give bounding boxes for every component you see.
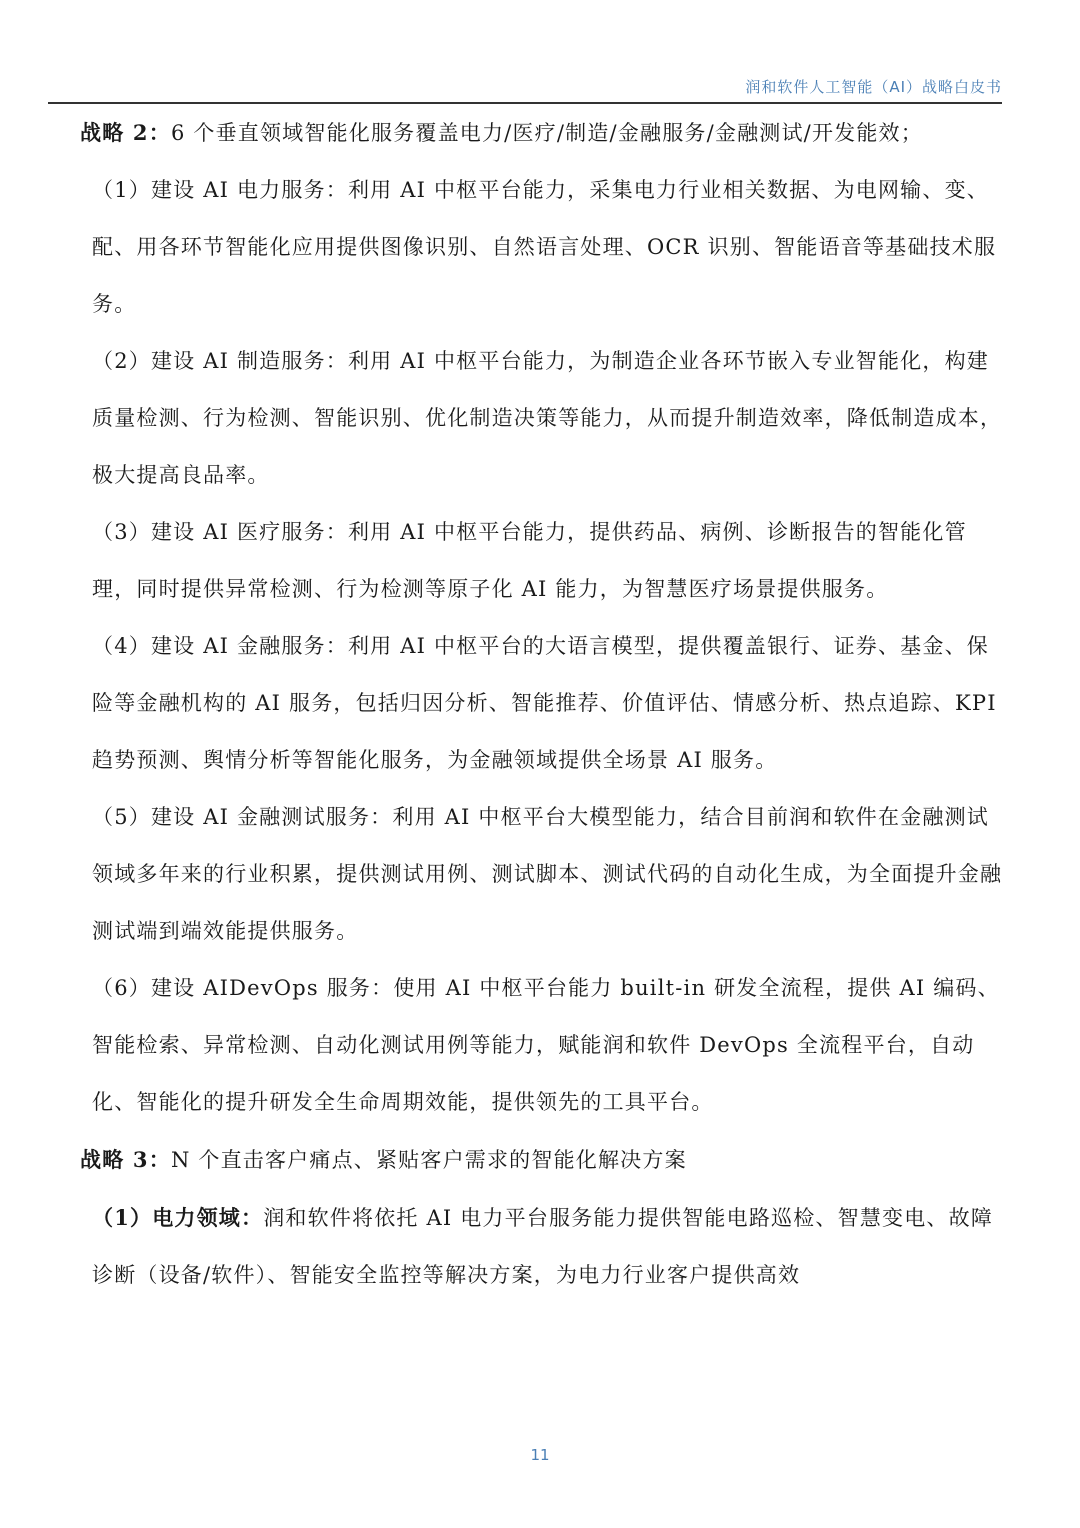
header-title: 润和软件人工智能（AI）战略白皮书 (745, 78, 1002, 96)
item-finance-service (92, 618, 1004, 789)
strategy-3-text: N 个直击客户痛点、紧贴客户需求的智能化解决方案 (170, 1148, 687, 1172)
item-power-service-text: （1）建设 AI 电力服务：利用 AI 中枢平台能力，采集电力行业相关数据、为电网输、变、配、用各环节智能化应用提供图像识别、自然语言处理、OCR 识别、智能语音等基础技术服务。 (92, 178, 997, 316)
strategy-2-paragraph (54, 104, 1004, 162)
item-power-domain-text: 润和软件将依托 AI 电力平台服务能力提供智能电路巡检、智慧变电、故障诊断（设备/软件）、智能安全监控等解决方案，为电力行业客户提供高效 (92, 1206, 994, 1287)
page-header (48, 74, 1002, 104)
strategy-3-label: 战略 3： (80, 1147, 171, 1172)
strategy-3-paragraph (54, 1131, 1004, 1189)
item-aidevops-service-text: （6）建设 AIDevOps 服务：使用 AI 中枢平台能力 built-in 研发全流程，提供 AI 编码、智能检索、异常检测、自动化测试用例等能力，赋能润和软件 DevOps 全流程平台，自动化、智能化的提升研发全生命周期效能，提供领先的工具平台。 (92, 976, 1000, 1114)
item-manufacturing-service-text: （2）建设 AI 制造服务：利用 AI 中枢平台能力，为制造企业各环节嵌入专业智能化，构建质量检测、行为检测、智能识别、优化制造决策等能力，从而提升制造效率，降低制造成本，极大提高良品率。 (92, 349, 1003, 487)
item-finance-test-service-text: （5）建设 AI 金融测试服务：利用 AI 中枢平台大模型能力，结合目前润和软件在金融测试领域多年来的行业积累，提供测试用例、测试脚本、测试代码的自动化生成，为全面提升金融测试端到端效能提供服务。 (92, 805, 1003, 943)
strategy-2-text: 6 个垂直领域智能化服务覆盖电力/医疗/制造/金融服务/金融测试/开发能效； (170, 121, 923, 145)
item-finance-test-service (92, 789, 1004, 960)
item-power-service (92, 162, 1004, 333)
item-manufacturing-service (92, 333, 1004, 504)
document-body (54, 104, 1004, 1304)
item-aidevops-service (92, 960, 1004, 1131)
item-finance-service-text: （4）建设 AI 金融服务：利用 AI 中枢平台的大语言模型，提供覆盖银行、证券、基金、保险等金融机构的 AI 服务，包括归因分析、智能推荐、价值评估、情感分析、热点追踪、KPI 趋势预测、舆情分析等智能化服务，为金融领域提供全场景 AI 服务。 (92, 634, 997, 772)
page-number: 11 (530, 1446, 550, 1464)
item-power-domain-label: （1）电力领域： (92, 1205, 264, 1230)
item-power-domain (92, 1189, 1004, 1304)
item-medical-service-text: （3）建设 AI 医疗服务：利用 AI 中枢平台能力，提供药品、病例、诊断报告的智能化管理，同时提供异常检测、行为检测等原子化 AI 能力，为智慧医疗场景提供服务。 (92, 520, 967, 601)
strategy-2-label: 战略 2： (80, 120, 171, 145)
item-medical-service (92, 504, 1004, 618)
